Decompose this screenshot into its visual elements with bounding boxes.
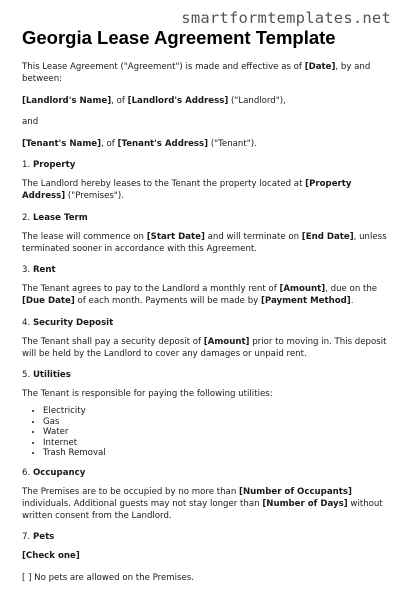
section-title: Rent — [32, 265, 56, 275]
tenant-line — [22, 138, 388, 150]
body-text: , unless terminated sooner in accordance with this Agreement. — [22, 231, 387, 254]
utilities-list — [22, 406, 388, 459]
section-heading-pets — [22, 531, 388, 543]
check-one-label — [22, 550, 388, 562]
section-title: Occupancy — [32, 467, 86, 478]
section-title: Pets — [32, 532, 55, 543]
tenant-address-placeholder: [Tenant's Address] — [117, 138, 209, 149]
list-item: • Electricity — [43, 406, 388, 417]
list-item: • Water — [43, 427, 388, 438]
and-text: and — [22, 117, 39, 127]
section-number: 3. — [22, 265, 33, 275]
section-body-lease-term — [22, 231, 388, 255]
days-placeholder: [Number of Days] — [262, 498, 348, 509]
body-text: The Premises are to be occupied by no more than — [22, 486, 240, 497]
body-text: of each month. Payments will be made by — [74, 296, 261, 306]
body-text: . — [350, 296, 354, 306]
section-heading-utilities — [22, 369, 388, 381]
property-address-placeholder: [Property Address] — [22, 179, 352, 201]
body-text: without written consent from the Landlord. — [22, 498, 383, 521]
body-text: The lease will commence on — [22, 231, 147, 242]
body-text: prior to moving in. This deposit will be held by the Landlord to cover any damages or unpaid rent. — [22, 336, 387, 359]
section-body-security-deposit — [22, 336, 388, 360]
rent-amount-placeholder: [Amount] — [279, 284, 326, 294]
site-watermark: smartformtemplates.net — [181, 9, 391, 27]
tenant-role-text: ("Tenant"). — [208, 138, 257, 149]
section-body-occupancy — [22, 486, 388, 522]
landlord-address-placeholder: [Landlord's Address] — [127, 95, 229, 106]
intro-text-end: , by and between: — [22, 62, 371, 84]
section-number: 6. — [22, 467, 33, 478]
intro-paragraph — [22, 61, 388, 85]
body-text: individuals. Additional guests may not stay longer than — [22, 498, 263, 509]
section-number: 4. — [22, 317, 33, 328]
section-heading-security-deposit — [22, 317, 388, 329]
date-placeholder: [Date] — [304, 62, 336, 72]
section-heading-property — [22, 159, 388, 171]
intro-text: This Lease Agreement ("Agreement") is made and effective as of — [22, 62, 305, 72]
section-heading-lease-term — [22, 212, 388, 224]
tenant-name-placeholder: [Tenant's Name] — [22, 138, 102, 149]
section-title: Security Deposit — [32, 317, 114, 328]
body-text: , due on the — [325, 284, 378, 294]
section-number: 5. — [22, 370, 33, 380]
body-text: The Tenant shall pay a security deposit of — [22, 336, 204, 347]
start-date-placeholder: [Start Date] — [146, 231, 205, 242]
list-item: • Internet — [43, 438, 388, 449]
section-body-property — [22, 178, 388, 202]
pets-option-no-pets: [ ] No pets are allowed on the Premises. — [22, 572, 195, 583]
section-heading-rent — [22, 264, 388, 276]
occupants-placeholder: [Number of Occupants] — [239, 486, 352, 497]
landlord-line — [22, 95, 388, 107]
payment-method-placeholder: [Payment Method] — [260, 296, 351, 306]
deposit-amount-placeholder: [Amount] — [203, 336, 250, 347]
section-title: Property — [32, 160, 76, 170]
due-date-placeholder: [Due Date] — [22, 296, 75, 306]
section-body-rent — [22, 283, 388, 307]
body-text: The Tenant agrees to pay to the Landlord a monthly rent of — [22, 284, 280, 294]
body-text: The Landlord hereby leases to the Tenant the property located at — [22, 179, 306, 189]
section-body-utilities: The Tenant is responsible for paying the following utilities: — [22, 389, 273, 399]
check-one-placeholder: [Check one] — [22, 551, 80, 562]
section-title: Lease Term — [32, 212, 88, 223]
end-date-placeholder: [End Date] — [301, 231, 354, 242]
landlord-of-text: , of — [111, 95, 128, 106]
landlord-name-placeholder: [Landlord's Name] — [22, 95, 112, 106]
tenant-of-text: , of — [101, 138, 118, 149]
body-text: ("Premises"). — [65, 191, 124, 201]
section-title: Utilities — [32, 370, 71, 380]
document-title: Georgia Lease Agreement Template — [22, 27, 336, 48]
list-item: • Gas — [43, 417, 388, 428]
landlord-role-text: ("Landlord"), — [228, 95, 286, 106]
section-number: 7. — [22, 532, 33, 543]
list-item: • Trash Removal — [43, 448, 388, 459]
section-number: 2. — [22, 212, 33, 223]
document-body — [22, 27, 388, 593]
section-number: 1. — [22, 160, 33, 170]
body-text: and will terminate on — [204, 231, 302, 242]
section-heading-occupancy — [22, 467, 388, 479]
